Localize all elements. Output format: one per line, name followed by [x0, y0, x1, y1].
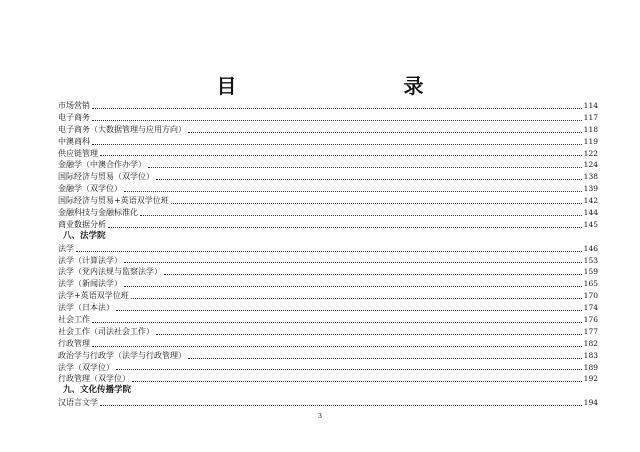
dot-leader — [131, 298, 582, 299]
dot-leader — [116, 369, 582, 370]
dot-leader — [156, 334, 582, 335]
toc-section-heading — [58, 385, 598, 397]
table-of-contents — [58, 100, 598, 409]
toc-entry-label: 国际经济与贸易+英语双学位班 — [58, 196, 169, 206]
toc-section-heading — [58, 231, 598, 243]
toc-entry-page: 176 — [583, 315, 598, 325]
toc-entry-page: 165 — [583, 279, 598, 289]
toc-entry[interactable] — [58, 266, 598, 278]
toc-entry-page: 182 — [583, 338, 598, 348]
dot-leader — [140, 215, 582, 216]
toc-title: 目 录 — [216, 74, 504, 98]
toc-entry-page: 138 — [583, 172, 598, 182]
toc-entry-page: 174 — [583, 303, 598, 313]
dot-leader — [188, 358, 582, 359]
toc-entry-page: 117 — [583, 112, 598, 122]
toc-entry-page: 170 — [583, 291, 598, 301]
toc-entry[interactable] — [58, 219, 598, 231]
toc-entry-label: 商业数据分析 — [58, 219, 106, 229]
toc-entry-label: 金融学（中澳合作办学） — [58, 160, 146, 170]
dot-leader — [132, 381, 582, 382]
toc-entry-label: 政治学与行政学（法学与行政管理） — [58, 350, 186, 360]
toc-entry-page: 177 — [583, 326, 598, 336]
dot-leader — [171, 203, 582, 204]
dot-leader — [164, 274, 582, 275]
page-number-footer: 3 — [317, 412, 323, 420]
toc-entry-label: 中澳商科 — [58, 136, 90, 146]
toc-entry[interactable] — [58, 136, 598, 148]
toc-entry-label: 法学（计算法学） — [58, 255, 122, 265]
toc-entry-page: 114 — [583, 100, 598, 110]
toc-entry-page: 192 — [583, 374, 598, 384]
toc-entry-label: 法学（日本法） — [58, 303, 114, 313]
toc-entry-label: 国际经济与贸易（双学位） — [58, 172, 154, 182]
toc-entry-label: 市场营销 — [58, 100, 90, 110]
dot-leader — [76, 251, 582, 252]
toc-entry[interactable] — [58, 290, 598, 302]
toc-entry-page: 144 — [583, 208, 598, 217]
dot-leader — [124, 191, 582, 192]
dot-leader — [124, 262, 582, 263]
dot-leader — [188, 132, 582, 133]
toc-entry[interactable] — [58, 124, 598, 136]
dot-leader — [116, 310, 582, 311]
toc-entry[interactable] — [58, 159, 598, 171]
toc-entry[interactable] — [58, 278, 598, 290]
dot-leader — [92, 346, 582, 347]
toc-entry[interactable] — [58, 207, 598, 219]
toc-entry[interactable] — [58, 302, 598, 314]
toc-entry-page: 122 — [583, 148, 598, 158]
dot-leader — [124, 286, 582, 287]
toc-entry-page: 119 — [583, 136, 598, 146]
toc-entry-label: 九、文化传播学院 — [63, 385, 132, 396]
dot-leader — [108, 227, 582, 228]
toc-entry-page: 139 — [583, 184, 598, 194]
toc-entry-page: 153 — [583, 255, 598, 265]
toc-entry[interactable] — [58, 112, 598, 124]
toc-entry-label: 法学（新闻法学） — [58, 279, 122, 289]
toc-entry[interactable] — [58, 148, 598, 160]
dot-leader — [92, 120, 582, 121]
toc-entry-page: 159 — [583, 267, 598, 277]
toc-entry-label: 电子商务（大数据管理与应用方向） — [58, 124, 186, 134]
toc-entry-page: 183 — [583, 350, 598, 360]
toc-entry-label: 法学（双学位） — [58, 362, 114, 372]
toc-entry-label: 供应链管理 — [58, 148, 98, 158]
toc-entry[interactable] — [58, 397, 598, 409]
dot-leader — [100, 405, 582, 406]
toc-entry[interactable] — [58, 326, 598, 338]
toc-entry-page: 145 — [583, 219, 598, 229]
toc-entry[interactable] — [58, 195, 598, 207]
toc-entry[interactable] — [58, 350, 598, 362]
toc-entry-label: 社会工作（司法社会工作） — [58, 326, 154, 336]
dot-leader — [148, 167, 582, 168]
toc-entry-page: 118 — [583, 124, 598, 134]
toc-entry-page: 124 — [583, 160, 598, 170]
toc-entry-label: 社会工作 — [58, 315, 90, 325]
dot-leader — [92, 108, 582, 109]
toc-entry-label: 法学+英语双学位班 — [58, 291, 129, 301]
toc-entry-label: 八、法学院 — [63, 230, 106, 241]
toc-entry[interactable] — [58, 243, 598, 255]
toc-entry-label: 法学 — [58, 243, 74, 253]
dot-leader — [92, 144, 582, 145]
toc-entry[interactable] — [58, 100, 598, 112]
dot-leader — [156, 179, 582, 180]
toc-entry-page: 142 — [583, 196, 598, 206]
toc-entry[interactable] — [58, 338, 598, 350]
toc-entry-label: 行政管理 — [58, 338, 90, 348]
toc-entry-page: 146 — [583, 243, 598, 253]
toc-entry-label: 法学（党内法规与监察法学） — [58, 267, 162, 277]
toc-entry-label: 金融学（双学位） — [58, 184, 122, 194]
toc-entry-label: 行政管理（双学位） — [58, 374, 130, 384]
toc-entry[interactable] — [58, 171, 598, 183]
toc-entry[interactable] — [58, 314, 598, 326]
dot-leader — [92, 322, 582, 323]
toc-entry-label: 电子商务 — [58, 112, 90, 122]
toc-entry-page: 194 — [583, 398, 598, 408]
dot-leader — [100, 155, 582, 156]
toc-entry-label: 金融科技与金融标准化 — [58, 208, 138, 217]
toc-entry[interactable] — [58, 362, 598, 374]
toc-entry-page: 189 — [583, 362, 598, 372]
toc-entry[interactable] — [58, 183, 598, 195]
toc-entry[interactable] — [58, 373, 598, 385]
toc-entry-label: 汉语言文学 — [58, 398, 98, 408]
toc-entry[interactable] — [58, 255, 598, 267]
